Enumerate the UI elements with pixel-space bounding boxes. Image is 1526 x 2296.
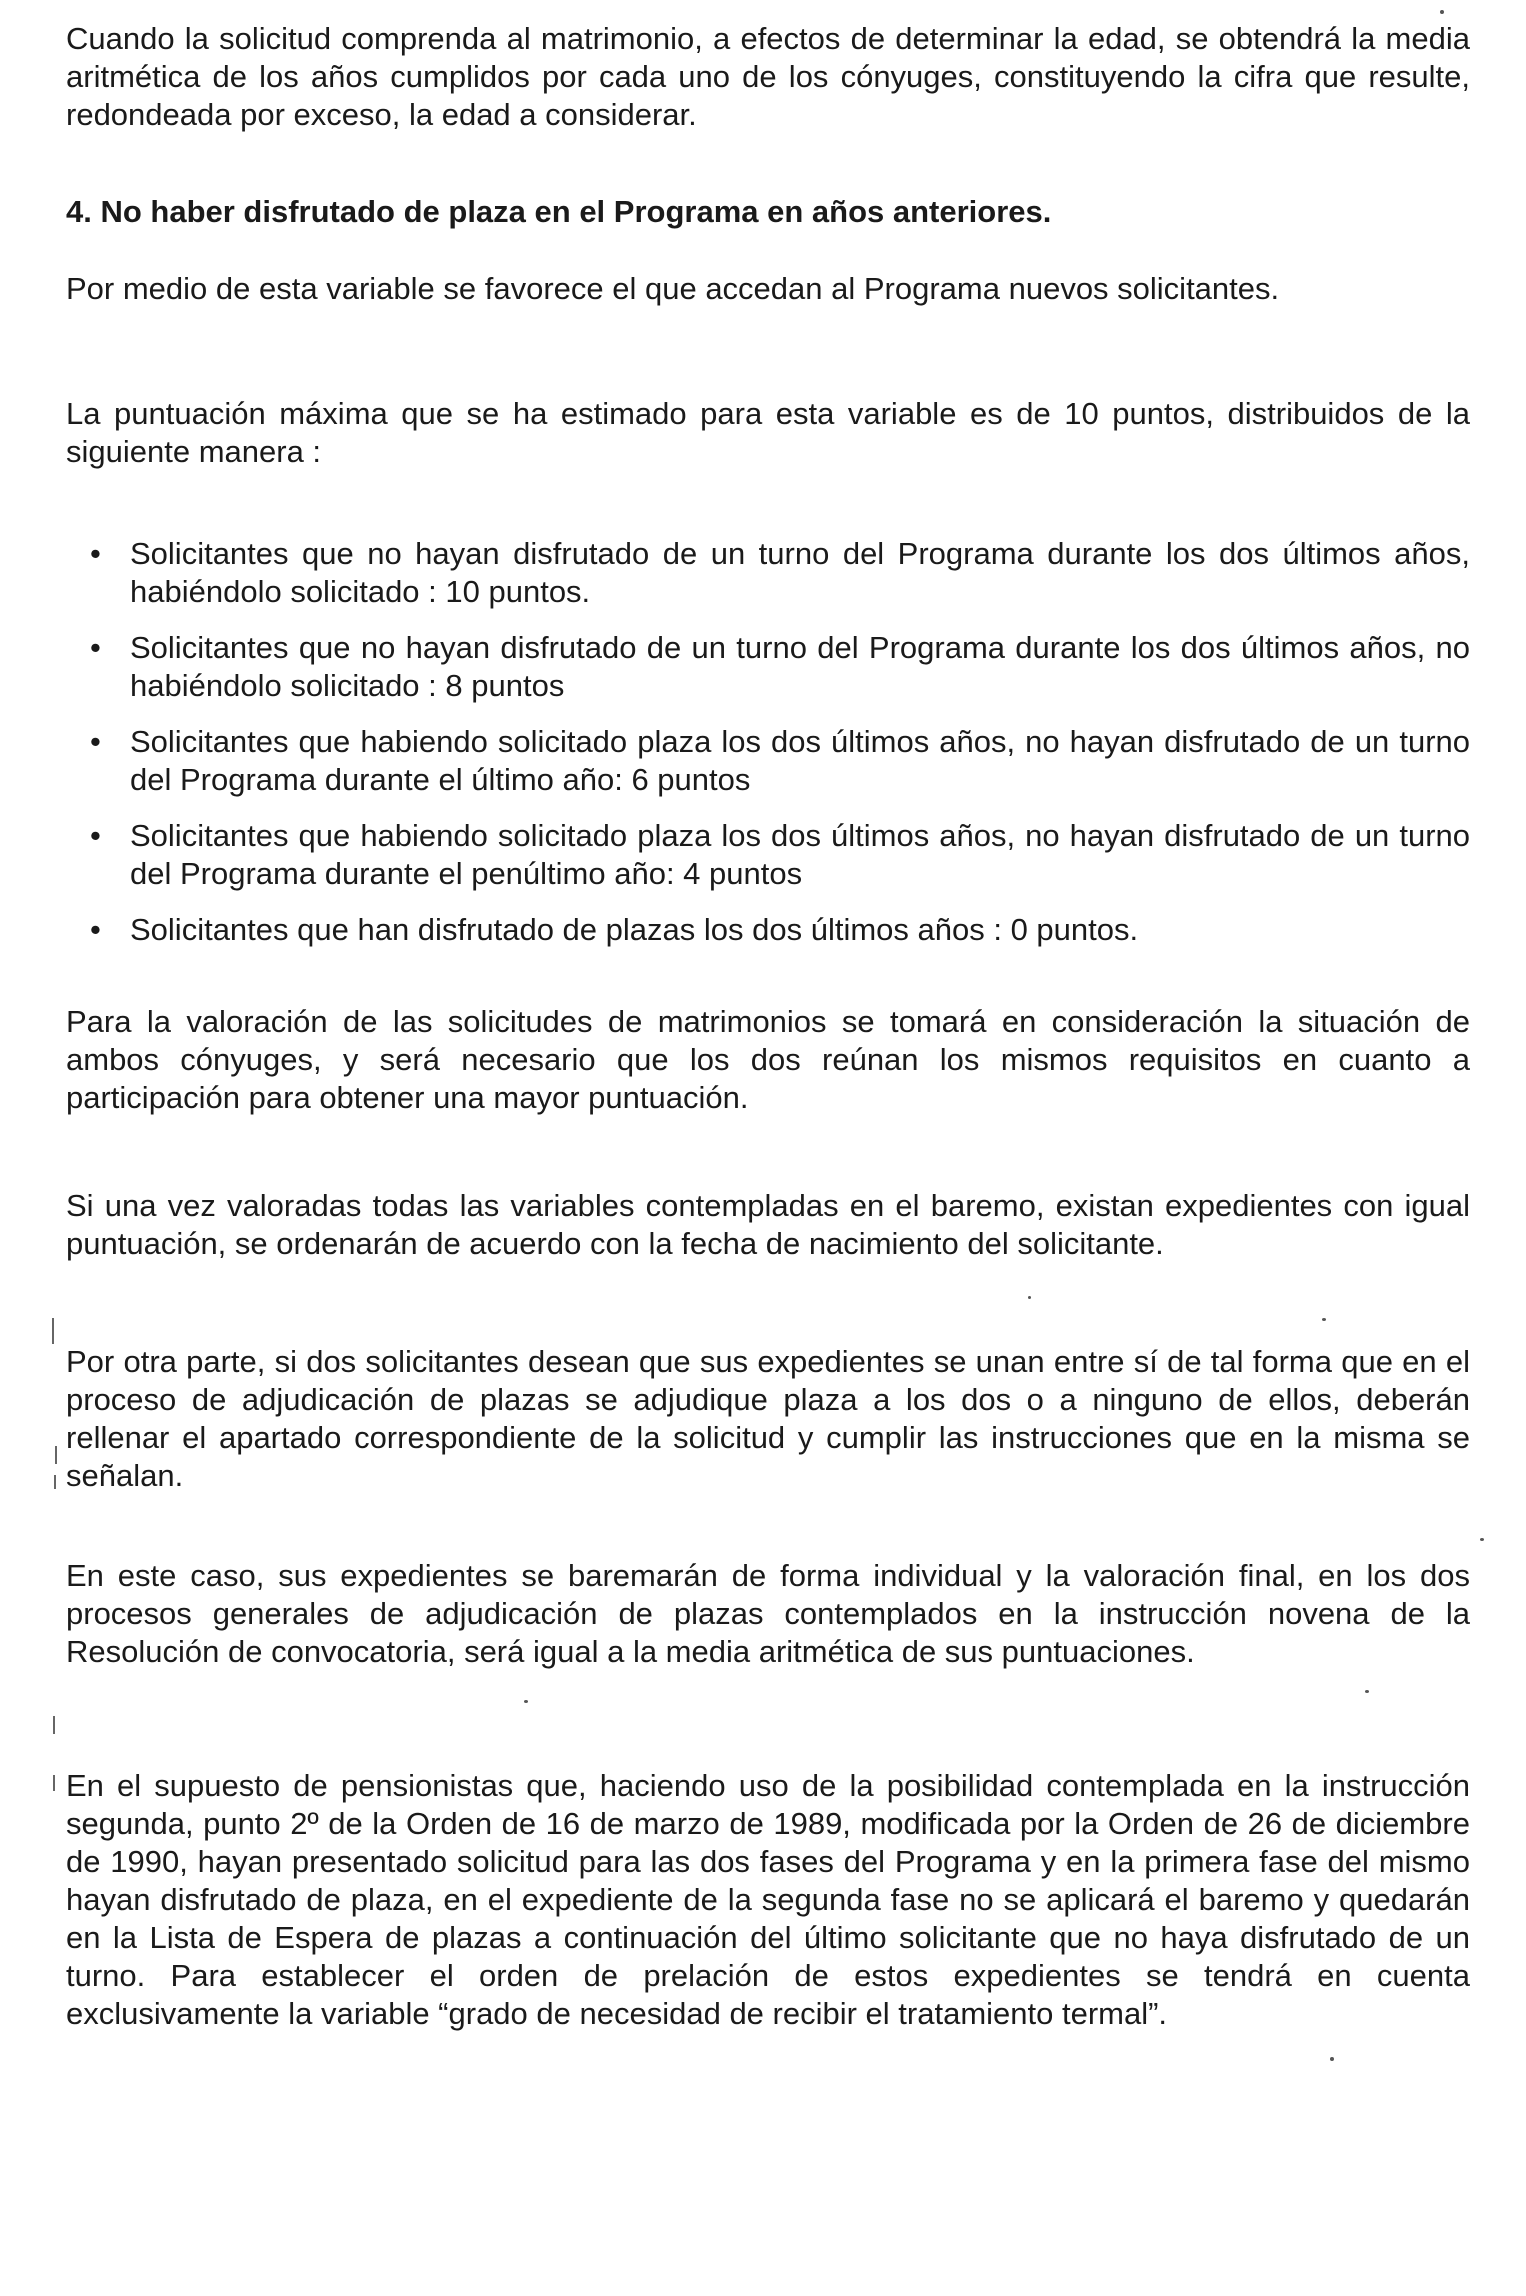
- bullet-icon: •: [90, 912, 101, 947]
- list-item: [90, 535, 1470, 611]
- bullet-icon: •: [90, 818, 101, 853]
- bullet-icon: •: [90, 536, 101, 571]
- list-item: [90, 911, 1470, 949]
- paragraph-purpose: Por medio de esta variable se favorece el que accedan al Programa nuevos solicitantes.: [66, 271, 1280, 306]
- scan-speck: [1365, 1690, 1369, 1693]
- paragraph-max-score: La puntuación máxima que se ha estimado para esta variable es de 10 puntos, distribuidos de la siguiente manera :: [66, 396, 1470, 469]
- scan-mark: [55, 1446, 57, 1464]
- paragraph-pensioners: En el supuesto de pensionistas que, haciendo uso de la posibilidad contemplada en la instrucción segunda, punto 2º de la Orden de 16 de marzo de 1989, modificada por la Orden de 26 de diciembre de 1990, hayan presentado solicitud para las dos fases del Programa y en la primera fase del mismo hayan disfrutado de plaza, en el expediente de la segunda fase no se aplicará el baremo y quedarán en la Lista de Espera de plazas a continuación del último solicitante que no haya disfrutado de un turno. Para establecer el orden de prelación de estos expedientes se tendrá en cuenta exclusivamente la variable “grado de necesidad de recibir el tratamiento termal”.: [66, 1768, 1470, 2031]
- list-item-text: Solicitantes que habiendo solicitado plaza los dos últimos años, no hayan disfrutado de un turno del Programa durante el último año: 6 puntos: [130, 724, 1470, 797]
- paragraph-marriage: Para la valoración de las solicitudes de matrimonios se tomará en consideración la situación de ambos cónyuges, y será necesario que los dos reúnan los mismos requisitos en cuanto a participación para obtener una mayor puntuación.: [66, 1004, 1470, 1115]
- bullet-icon: •: [90, 724, 101, 759]
- scan-speck: [1330, 2057, 1334, 2061]
- paragraph-intro: Cuando la solicitud comprenda al matrimonio, a efectos de determinar la edad, se obtendrá la media aritmética de los años cumplidos por cada uno de los cónyuges, constituyendo la cifra que resulte, redondeada por exceso, la edad a considerar.: [66, 21, 1470, 132]
- paragraph-tie: Si una vez valoradas todas las variables contempladas en el baremo, existan expedientes con igual puntuación, se ordenarán de acuerdo con la fecha de nacimiento del solicitante.: [66, 1188, 1470, 1261]
- paragraph-joint: Por otra parte, si dos solicitantes desean que sus expedientes se unan entre sí de tal forma que en el proceso de adjudicación de plazas se adjudique plaza a los dos o a ninguno de ellos, deberán rellenar el apartado correspondiente de la solicitud y cumplir las instrucciones que en la misma se señalan.: [66, 1344, 1470, 1493]
- bullet-icon: •: [90, 630, 101, 665]
- scan-speck: [524, 1700, 528, 1703]
- scan-mark: [52, 1318, 54, 1344]
- scan-mark: [53, 1775, 55, 1791]
- list-item-text: Solicitantes que han disfrutado de plazas los dos últimos años : 0 puntos.: [130, 912, 1139, 947]
- list-item: [90, 723, 1470, 799]
- list-item: [90, 629, 1470, 705]
- paragraph-joint-case: En este caso, sus expedientes se baremarán de forma individual y la valoración final, en los dos procesos generales de adjudicación de plazas contemplados en la instrucción novena de la Resolución de convocatoria, será igual a la media aritmética de sus puntuaciones.: [66, 1558, 1470, 1669]
- scan-speck: [1480, 1538, 1484, 1541]
- score-list: [90, 535, 1470, 967]
- scan-mark: [53, 1716, 55, 1734]
- scan-speck: [1440, 10, 1444, 14]
- section-heading: 4. No haber disfrutado de plaza en el Programa en años anteriores.: [66, 194, 1052, 229]
- list-item: [90, 817, 1470, 893]
- list-item-text: Solicitantes que habiendo solicitado plaza los dos últimos años, no hayan disfrutado de un turno del Programa durante el penúltimo año: 4 puntos: [130, 818, 1470, 891]
- scan-mark: [54, 1475, 56, 1489]
- list-item-text: Solicitantes que no hayan disfrutado de un turno del Programa durante los dos últimos años, no habiéndolo solicitado : 8 puntos: [130, 630, 1470, 703]
- scan-speck: [1028, 1296, 1031, 1299]
- scan-speck: [1322, 1318, 1326, 1321]
- list-item-text: Solicitantes que no hayan disfrutado de un turno del Programa durante los dos últimos años, habiéndolo solicitado : 10 puntos.: [130, 536, 1470, 609]
